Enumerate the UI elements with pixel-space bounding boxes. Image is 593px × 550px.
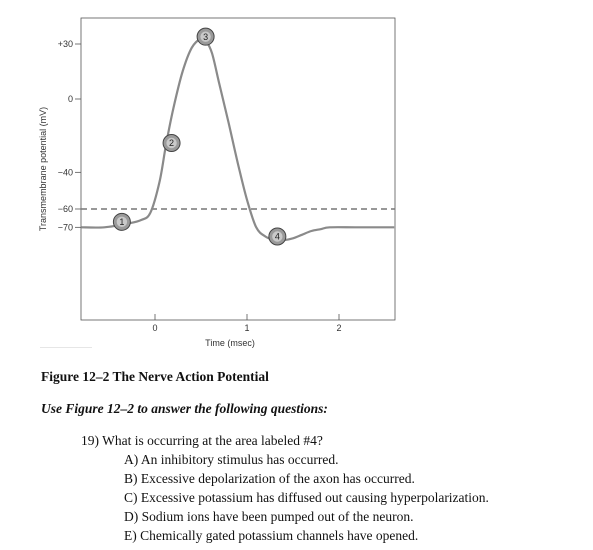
y-tick-label: 0 [67, 94, 73, 104]
y-tick-label: +30 [57, 39, 73, 50]
answer-option-a: A) An inhibitory stimulus has occurred. [124, 452, 339, 467]
y-tick-label: −40 [57, 167, 73, 178]
marker-label: 1 [119, 217, 125, 228]
marker-4 [269, 228, 286, 245]
marker-label: 4 [274, 231, 280, 242]
question-stem: 19) What is occurring at the area labeled #4? [81, 433, 323, 448]
axis-ticks [58, 39, 342, 333]
x-tick-label: 2 [336, 323, 342, 333]
figure-caption: Figure 12–2 The Nerve Action Potential [41, 369, 269, 384]
answer-option-c: C) Excessive potassium has diffused out causing hyperpolarization. [124, 490, 489, 505]
y-tick-label: −60 [57, 203, 73, 214]
answer-option-e: E) Chemically gated potassium channels have opened. [124, 528, 419, 543]
marker-3 [197, 28, 214, 45]
y-tick-label: −70 [57, 222, 73, 233]
marker-layer [113, 28, 285, 245]
marker-2 [163, 134, 180, 151]
membrane-potential-curve [81, 38, 394, 241]
x-axis-label: Time (msec) [205, 338, 255, 348]
series-layer [81, 38, 394, 241]
x-tick-label: 0 [152, 323, 158, 333]
x-tick-label: 1 [244, 323, 250, 333]
y-axis-label: Transmembrane potential (mV) [38, 106, 48, 232]
answer-option-b: B) Excessive depolarization of the axon has occurred. [124, 471, 415, 486]
marker-1 [113, 213, 130, 230]
answer-option-d: D) Sodium ions have been pumped out of the neuron. [124, 509, 414, 524]
instructions: Use Figure 12–2 to answer the following questions: [41, 401, 328, 416]
marker-label: 2 [169, 138, 175, 149]
marker-label: 3 [203, 31, 209, 42]
plot-frame [81, 18, 395, 320]
divider [40, 347, 92, 348]
plot-border [81, 18, 395, 320]
